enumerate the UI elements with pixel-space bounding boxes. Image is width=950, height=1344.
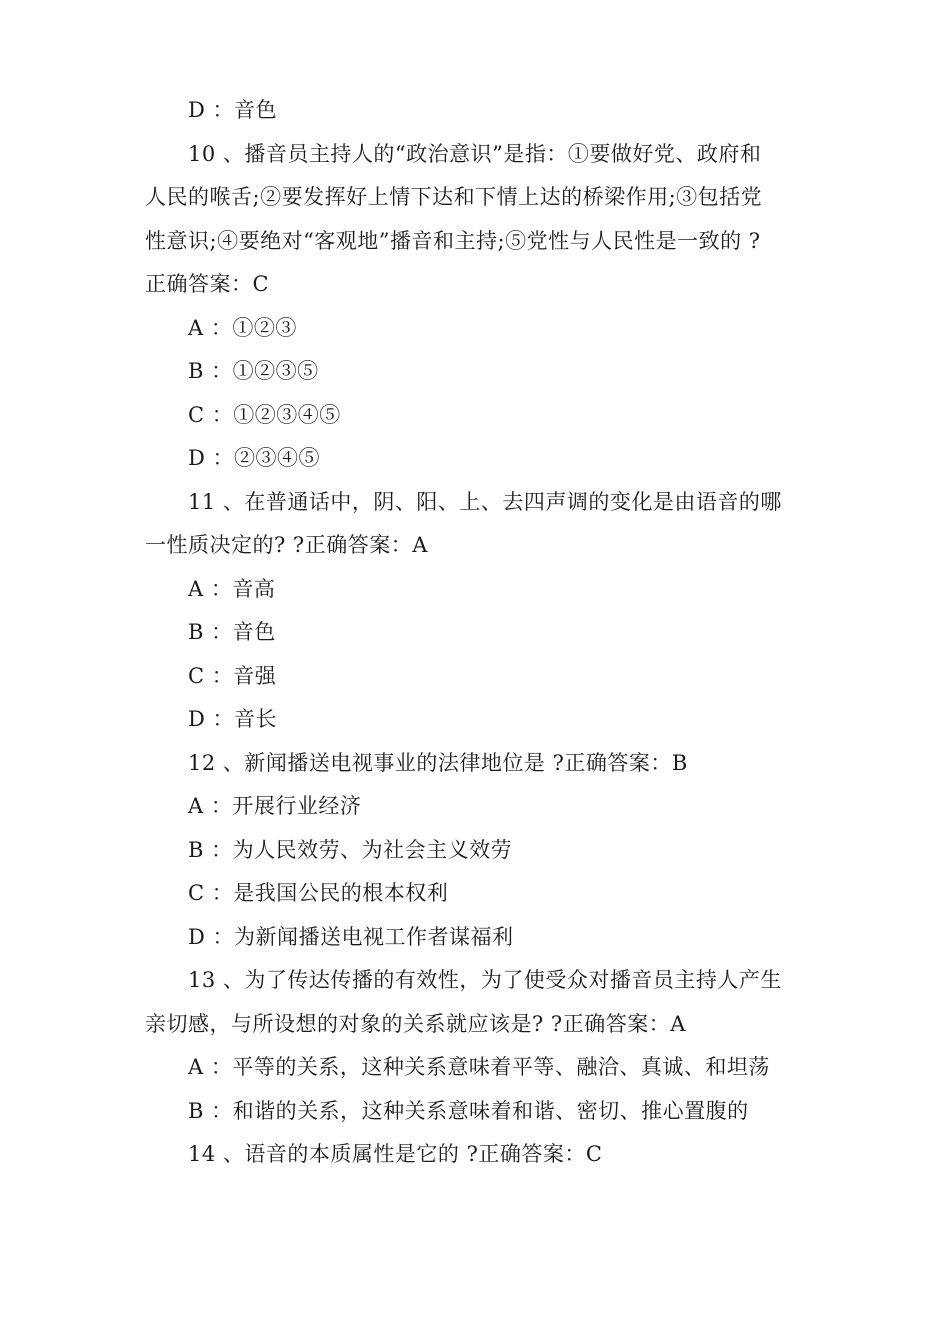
q11-option-c: C ：音强: [188, 664, 277, 688]
q11-option-d: D ：音长: [188, 707, 278, 731]
q11-option-a: A ：音高: [188, 577, 276, 601]
q12-option-d: D ：为新闻播送电视工作者谋福利: [188, 925, 514, 949]
q10-stem-line-3: 性意识;④要绝对“客观地”播音和主持;⑤党性与人民性是一致的 ?: [145, 229, 761, 253]
q10-stem-line-1: 10 、播音员主持人的“政治意识”是指：①要做好党、政府和: [188, 142, 762, 166]
q10-option-a: A ：①②③: [188, 316, 297, 340]
q10-option-d: D ：②③④⑤: [188, 446, 321, 470]
q13-stem-line-1: 13 、为了传达传播的有效性，为了使受众对播音员主持人产生: [188, 968, 782, 992]
q10-option-b: B ：①②③⑤: [188, 359, 319, 383]
q12-option-c: C ：是我国公民的根本权利: [188, 881, 449, 905]
q12-option-a: A ：开展行业经济: [188, 794, 362, 818]
q12-option-b: B ：为人民效劳、为社会主义效劳: [188, 838, 513, 862]
q13-option-b: B ：和谐的关系，这种关系意味着和谐、密切、推心置腹的: [188, 1099, 749, 1123]
q13-option-a: A ：平等的关系，这种关系意味着平等、融洽、真诚、和坦荡: [188, 1055, 770, 1079]
q12-stem: 12 、新闻播送电视事业的法律地位是 ?正确答案：B: [188, 751, 688, 775]
q9-option-d: D ：音色: [188, 98, 278, 122]
q10-answer: 正确答案：C: [145, 272, 270, 296]
q10-option-c: C ：①②③④⑤: [188, 403, 341, 427]
q13-stem-line-2: 亲切感，与所设想的对象的关系就应该是? ?正确答案：A: [145, 1012, 686, 1036]
q11-option-b: B ：音色: [188, 620, 276, 644]
q10-stem-line-2: 人民的喉舌;②要发挥好上情下达和下情上达的桥梁作用;③包括党: [145, 185, 763, 209]
q11-stem-line-1: 11 、在普通话中，阴、阳、上、去四声调的变化是由语音的哪: [188, 490, 782, 514]
q14-stem: 14 、语音的本质属性是它的 ?正确答案：C: [188, 1142, 603, 1166]
q11-stem-line-2: 一性质决定的? ?正确答案：A: [145, 533, 428, 557]
